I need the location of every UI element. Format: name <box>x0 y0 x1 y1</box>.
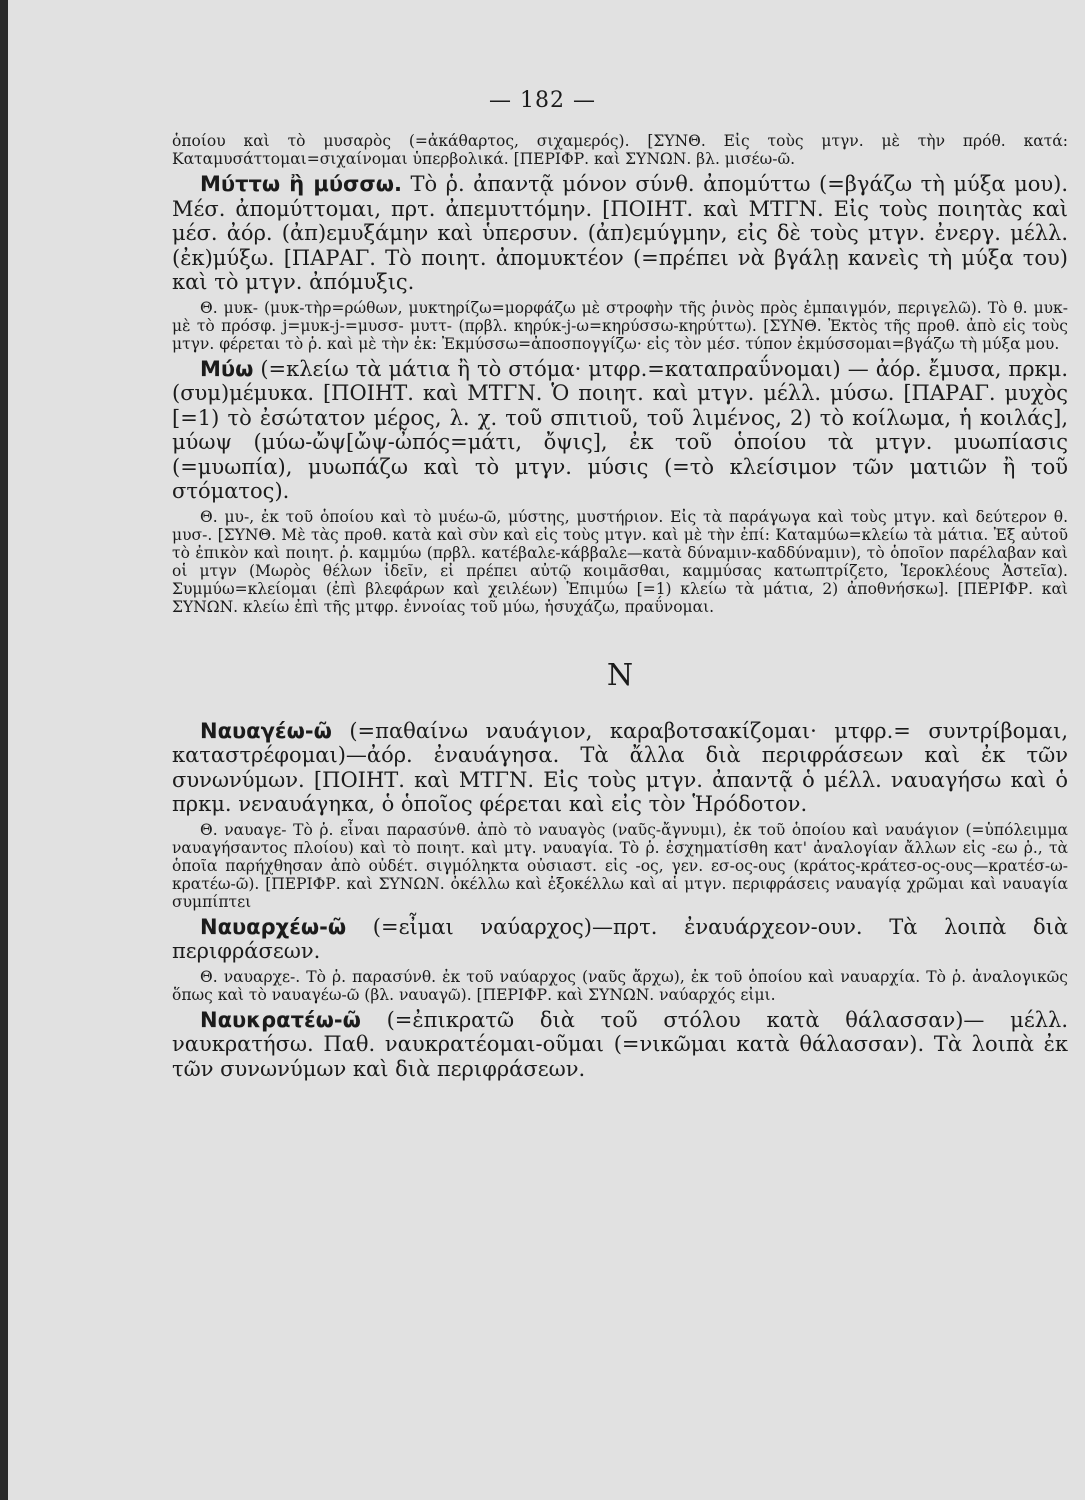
entry-myttw <box>172 172 1068 295</box>
entry-continuation <box>172 132 1068 168</box>
page-edge <box>0 0 8 1500</box>
entry-text: (=κλείω τὰ μάτια ἢ τὸ στόμα· μτφρ.=καταπραΰνομαι) — ἀόρ. ἔμυσα, πρκμ. (συμ)μέμυκα. [ΠΟΙΗΤ. καὶ ΜΤΓΝ. Ὁ ποιητ. καὶ μτγν. μέλλ. μύσω. [ΠΑΡΑΓ. μυχὸς [=1) τὸ ἐσώτατον μέρος, λ. χ. τοῦ σπιτιοῦ, τοῦ λιμένος, 2) τὸ κοίλωμα, ἡ κοιλάς], μύωψ (μύω-ὤψ[ὤψ-ὦπός=μάτι, ὄψις], ἐκ τοῦ ὁποίου τὰ μτγν. μυωπίασις (=μυωπία), μυωπάζω καὶ τὸ μτγν. μύσις (=τὸ κλείσιμον τῶν ματιῶν ἢ τοῦ στόματος). <box>172 356 1068 503</box>
entry-nauarchew <box>172 915 1068 964</box>
entry-text: (=εἶμαι ναύαρχος)—πρτ. ἐναυάρχεον-ουν. Τὰ λοιπὰ διὰ περιφράσεων. <box>172 914 1068 963</box>
entry-text: (=παθαίνω ναυάγιον, καραβοτσακίζομαι· μτφρ.= συντρίβομαι, καταστρέφομαι)—ἀόρ. ἐναυάγησα. Τὰ ἄλλα διὰ περιφράσεων καὶ ἐκ τῶν συνωνύμων. [ΠΟΙΗΤ. καὶ ΜΤΓΝ. Εἰς τοὺς μτγν. ἀπαντᾷ ὁ μέλλ. ναυαγήσω καὶ ὁ πρκμ. νεναυάγηκα, ὁ ὁποῖος φέρεται καὶ εἰς τὸν Ἡρόδοτον. <box>172 718 1068 816</box>
section-letter: Ν <box>606 657 634 693</box>
entry-theme-note <box>172 968 1068 1004</box>
entry-text: Θ. μυκ- (μυκ-τὴρ=ρώθων, μυκτηρίζω=μορφάζω μὲ στροφὴν τῆς ῥινὸς πρὸς ἐμπαιγμόν, περιγελῶ). Τὸ θ. μυκ- μὲ τὸ πρόσφ. j=μυκ-j-=μυσσ- μυττ- (πρβλ. κηρύκ-j-ω=κηρύσσω-κηρύττω). [ΣΥΝΘ. Ἐκτὸς τῆς προθ. ἀπὸ εἰς τοὺς μτγν. φέρεται τὸ ῥ. καὶ μὲ τὴν ἐκ: Ἐκμύσσω=ἀποσπογγίζω· εἰς τὸν μέσ. τύπον ἐκμύσσομαι=βγάζω τὴ μύξα μου. <box>172 298 1068 353</box>
entry-text: Θ. ναυαγε- Τὸ ῥ. εἶναι παρασύνθ. ἀπὸ τὸ ναυαγὸς (ναῦς-ἄγνυμι), ἐκ τοῦ ὁποίου καὶ ναυάγιον (=ὑπόλειμμα ναυαγήσαντος πλοίου) καὶ τὸ ποιητ. καὶ μτγ. ναυαγία. Τὸ ῥ. ἐσχηματίσθη κατ' ἀναλογίαν ἄλλων εἰς -εω ῥ., τὰ ὁποῖα παρήχθησαν ἀπὸ οὐδέτ. σιγμόληκτα οὐσιαστ. εἰς -ος, γεν. εσ-ος-ους (κράτος-κράτεσ-ος-ους—κρατέσ-ω-κρατέω-ῶ). [ΠΕΡΙΦΡ. καὶ ΣΥΝΩΝ. ὀκέλλω καὶ ἐξοκέλλω καὶ αἱ μτγν. περιφράσεις ναυαγίᾳ χρῶμαι καὶ ναυαγία συμπίπτει <box>172 820 1068 911</box>
entry-text: Θ. μυ-, ἐκ τοῦ ὁποίου καὶ τὸ μυέω-ῶ, μύστης, μυστήριον. Εἰς τὰ παράγωγα καὶ τοὺς μτγν. καὶ δεύτερον θ. μυσ-. [ΣΥΝΘ. Μὲ τὰς προθ. κατὰ καὶ σὺν καὶ εἰς τοὺς μτγν. καὶ μὲ τὴν ἐπί: Καταμύω=κλείω τὰ μάτια. Ἐξ αὐτοῦ τὸ ἐπικὸν καὶ ποιητ. ῥ. καμμύω (πρβλ. κατέβαλε-κάββαλε—κατὰ δύναμιν-καδδύναμιν), τὸ ὁποῖον παρέλαβαν καὶ οἱ μτγν (Μωρὸς θέλων ἰδεῖν, εἰ πρέπει αὐτῷ κοιμᾶσθαι, καμμύσας κατωπτρίζετο, Ἱεροκλέους Ἀστεῖα). Συμμύω=κλείομαι (ἐπὶ βλεφάρων καὶ χειλέων) Ἐπιμύω [=1) κλείω τὰ μάτια, 2) ἀποθνήσκω]. [ΠΕΡΙΦΡ. καὶ ΣΥΝΩΝ. κλείω ἐπὶ τῆς μτφρ. ἐννοίας τοῦ μύω, ἡσυχάζω, πραΰνομαι. <box>172 507 1068 616</box>
page-number: — 182 — <box>489 88 596 113</box>
entry-headword: Μύττω ἢ μύσσω. <box>200 172 402 196</box>
dictionary-content <box>172 132 1068 1085</box>
entry-theme-note <box>172 821 1068 911</box>
entry-theme-note <box>172 299 1068 353</box>
entry-headword: Μύω <box>200 356 254 381</box>
entry-headword: Ναυαρχέω-ῶ <box>200 914 347 939</box>
entry-text: Τὸ ῥ. ἀπαντᾷ μόνον σύνθ. ἀπομύττω (=βγάζω τὴ μύξα μου). Μέσ. ἀπομύττομαι, πρτ. ἀπεμυττόμην. [ΠΟΙΗΤ. καὶ ΜΤΓΝ. Εἰς τοὺς ποιητὰς καὶ μέσ. ἀόρ. (ἀπ)εμυξάμην καὶ ὑπερσυν. (ἀπ)εμύγμην, εἰς δὲ τοὺς μτγν. ἐνεργ. μέλλ. (ἐκ)μύξω. [ΠΑΡΑΓ. Τὸ ποιητ. ἀπομυκτέον (=πρέπει νὰ βγάλῃ κανεὶς τὴ μύξα του) καὶ τὸ μτγν. ἀπόμυξις. <box>172 172 1068 294</box>
entry-text: ὁποίου καὶ τὸ μυσαρὸς (=ἀκάθαρτος, σιχαμερός). [ΣΥΝΘ. Εἰς τοὺς μτγν. μὲ τὴν πρόθ. κατά: Καταμυσάττομαι=σιχαίνομαι ὑπερβολικά. [ΠΕΡΙΦΡ. καὶ ΣΥΝΩΝ. βλ. μισέω-ῶ. <box>172 132 1068 168</box>
entry-theme-note <box>172 508 1068 616</box>
entry-headword: Ναυαγέω-ῶ <box>200 718 332 743</box>
entry-naukratew <box>172 1008 1068 1082</box>
entry-myw <box>172 357 1068 504</box>
entry-text: (=ἐπικρατῶ διὰ τοῦ στόλου κατὰ θάλασσαν)— μέλλ. ναυκρατήσω. Παθ. ναυκρατέομαι-οῦμαι (=νικῶμαι κατὰ θάλασσαν). Τὰ λοιπὰ ἐκ τῶν συνωνύμων καὶ διὰ περιφράσεων. <box>172 1007 1068 1081</box>
entry-nauagew <box>172 719 1068 817</box>
entry-headword: Ναυκρατέω-ῶ <box>200 1007 361 1032</box>
entry-text: Θ. ναυαρχε-. Τὸ ῥ. παρασύνθ. ἐκ τοῦ ναύαρχος (ναῦς ἄρχω), ἐκ τοῦ ὁποίου καὶ ναυαρχία. Τὸ ῥ. ἀναλογικῶς ὅπως καὶ τὸ ναυαγέω-ῶ (βλ. ναυαγῶ). [ΠΕΡΙΦΡ. καὶ ΣΥΝΩΝ. ναύαρχός εἰμι. <box>172 967 1068 1004</box>
